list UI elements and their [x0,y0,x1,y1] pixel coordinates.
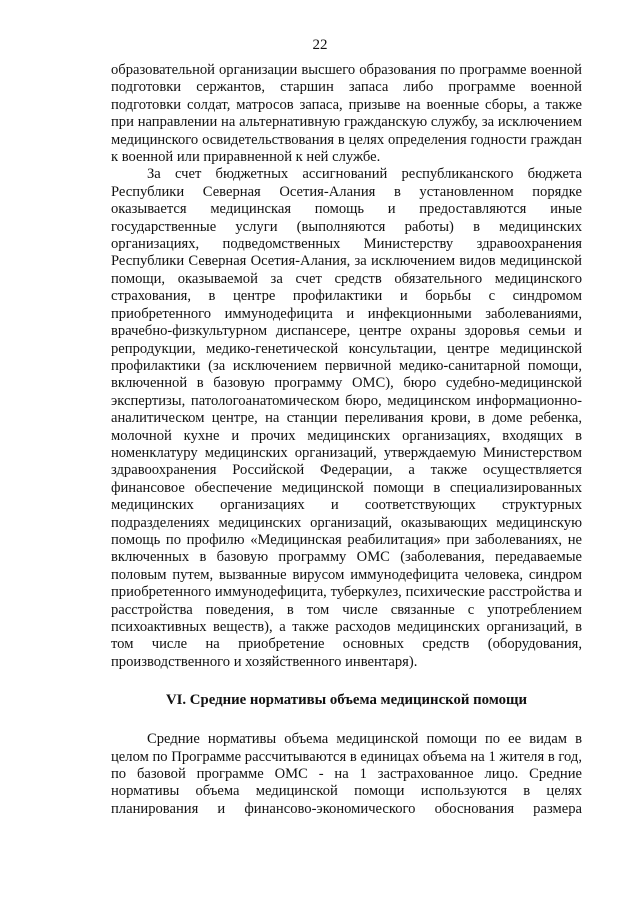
document-body [111,62,582,818]
section-heading: VI. Средние нормативы объема медицинской помощи [165,692,528,709]
page-number: 22 [312,37,328,53]
paragraph-budget-financing: За счет бюджетных ассигнований республиканского бюджета Республики Северная Осетия-Алания в установленном порядке оказывается медицинская помощь и предоставляются иные государственные услуги (выполняются работы) в медицинских организациях, подведомственных Министерству здравоохранения Республики Северная Осетия-Алания, за исключением видов медицинской помощи, оказываемой за счет средств обязательного медицинского страхования, в центре профилактики и борьбы с синдромом приобретенного иммунодефицита и инфекционными заболеваниями, врачебно-физкультурном диспансере, центре охраны здоровья семьи и репродукции, медико-генетической консультации, центре медицинской профилактики (за исключением первичной медико-санитарной помощи, включенной в базовую программу ОМС), бюро судебно-медицинской экспертизы, патологоанатомическом бюро, медицинском информационно-аналитическом центре, на станции переливания крови, в доме ребенка, молочной кухне и прочих медицинских организациях, входящих в номенклатуру медицинских организаций, утверждаемую Министерством здравоохранения Российской Федерации, а также осуществляется финансовое обеспечение медицинской помощи в специализированных медицинских организациях и соответствующих структурных подразделениях медицинских организаций, оказывающих медицинскую помощь по профилю «Медицинская реабилитация» при заболеваниях, не включенных в базовую программу ОМС (заболевания, передаваемые половым путем, вызванные вирусом иммунодефицита человека, синдром приобретенного иммунодефицита, туберкулез, психические расстройства и расстройства поведения, в том числе связанные с употреблением психоактивных веществ), а также расходов медицинских организаций, в том числе на приобретение основных средств (оборудования, производственного и хозяйственного инвентаря). [111,166,582,670]
paragraph-continuation: образовательной организации высшего образования по программе военной подготовки сержантов, старшин запаса либо программе военной подготовки солдат, матросов запаса, призыве на военные сборы, а также при направлении на альтернативную гражданскую службу, за исключением медицинского освидетельствования в целях определения годности граждан к военной или приравненной к ней службе. [111,62,582,166]
paragraph-volume-standards: Средние нормативы объема медицинской помощи по ее видам в целом по Программе рассчитываются в единицах объема на 1 жителя в год, по базовой программе ОМС - на 1 застрахованное лицо. Средние нормативы объема медицинской помощи используются в целях планирования и финансово-экономического обоснования размера [111,731,582,817]
